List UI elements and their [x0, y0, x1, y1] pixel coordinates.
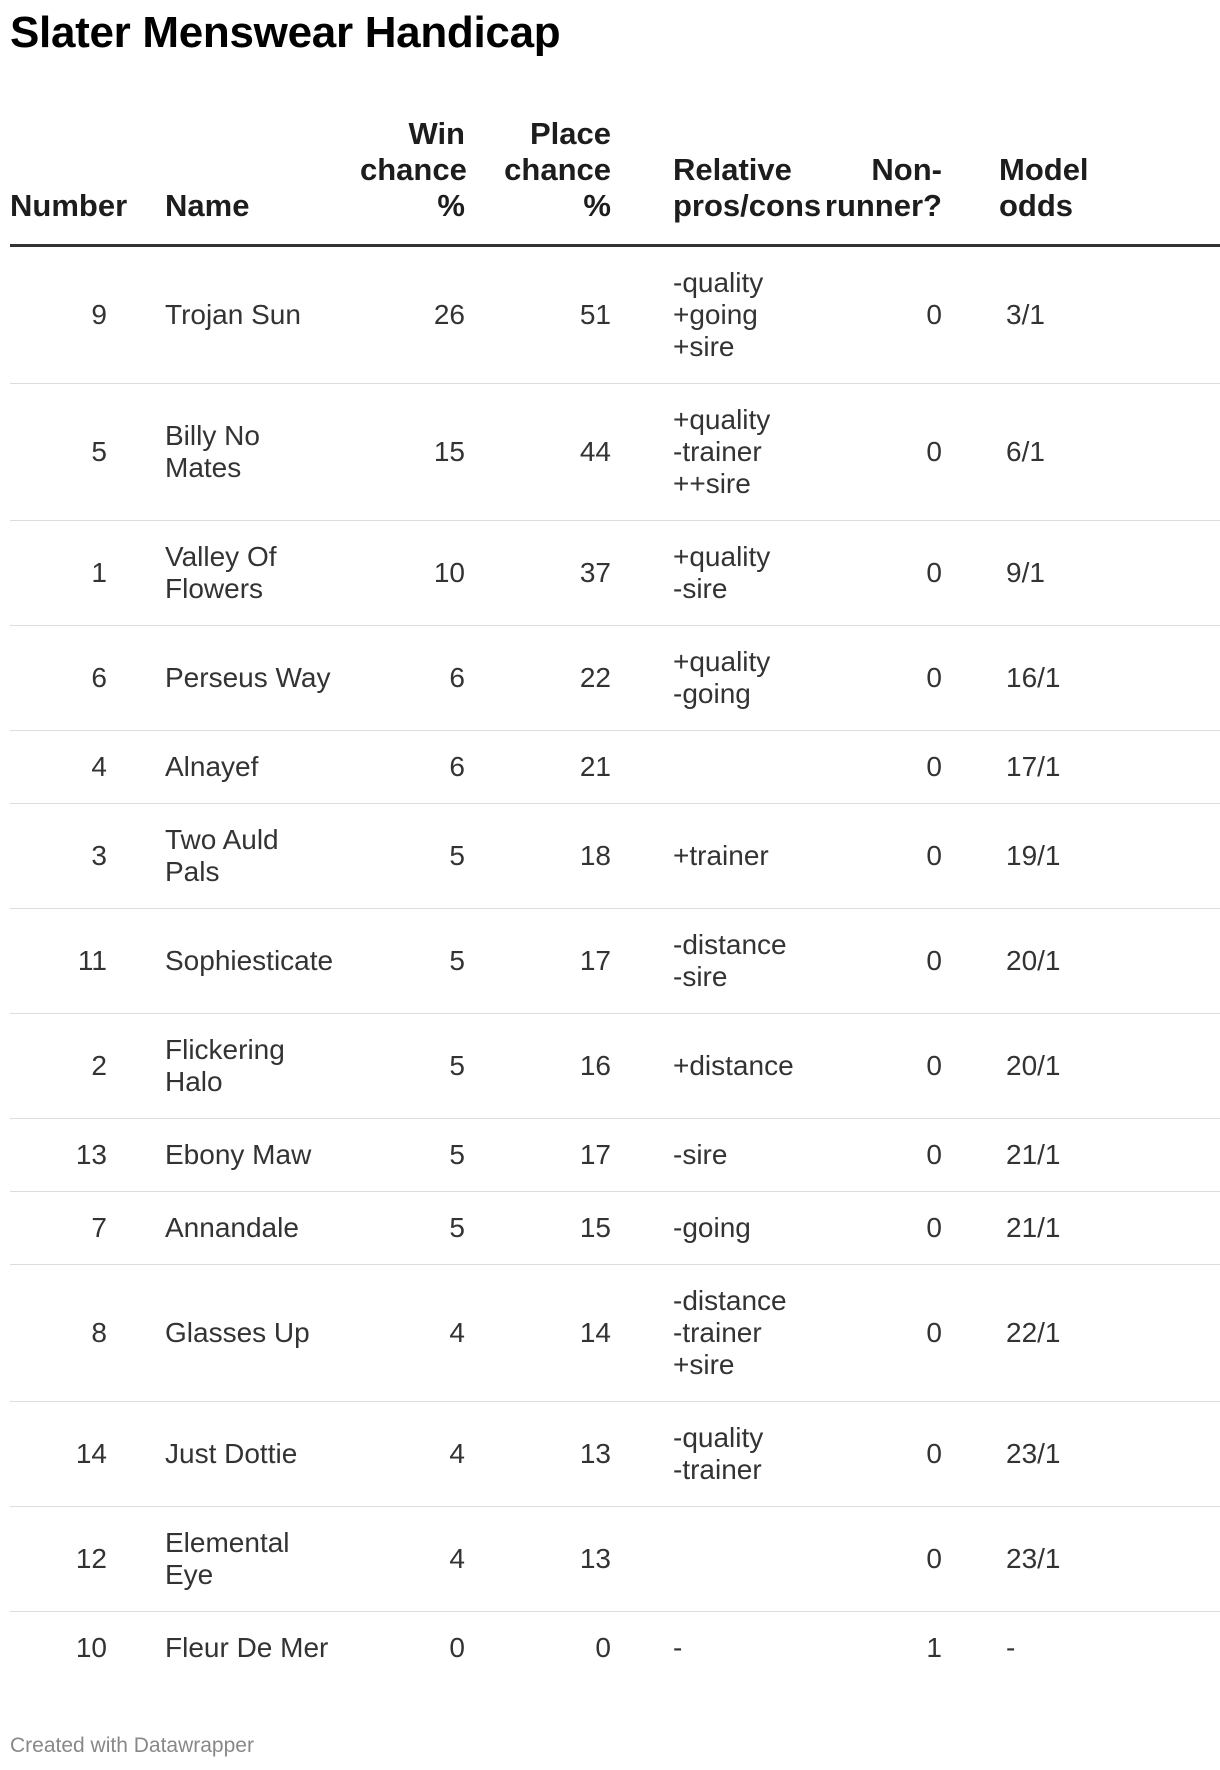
cell-place-chance: 37: [465, 521, 611, 626]
cell-model-odds: 23/1: [942, 1402, 1220, 1507]
cell-model-odds: 19/1: [942, 804, 1220, 909]
col-header-place-chance[interactable]: Place chance %: [465, 116, 611, 246]
horse-name: Two Auld Pals: [165, 824, 279, 887]
cell-pros-cons: [611, 909, 815, 1014]
cell-win-chance: 5: [360, 1119, 465, 1192]
cell-place-chance: 44: [465, 384, 611, 521]
cell-win-chance: 0: [449, 1632, 465, 1663]
cell-number: 5: [10, 384, 165, 521]
horse-name: Just Dottie: [165, 1438, 298, 1469]
cell-name: [165, 1612, 360, 1685]
pros-cons-line: +sire: [673, 1349, 735, 1380]
cell-number: 12: [10, 1507, 165, 1612]
cell-non-runner: 0: [815, 1265, 942, 1402]
cell-pros-cons: [611, 731, 815, 804]
cell-place-chance: 0: [595, 1632, 611, 1663]
header-row: [10, 116, 1220, 246]
footer-credit: Created with Datawrapper: [10, 1734, 254, 1757]
cell-number: 4: [10, 731, 165, 804]
cell-pros-cons: [611, 246, 815, 384]
cell-number: 11: [10, 909, 165, 1014]
cell-non-runner: 0: [815, 626, 942, 731]
cell-place-chance: 17: [465, 1119, 611, 1192]
cell-name: [165, 246, 360, 384]
col-header-model-odds[interactable]: Model odds: [942, 116, 1220, 246]
table-row: [10, 1507, 1220, 1612]
cell-pros-cons: [611, 1192, 815, 1265]
pros-cons-line: +sire: [673, 331, 735, 362]
cell-pros-cons: [611, 804, 815, 909]
cell-pros-cons: [611, 626, 815, 731]
cell-model-odds: 22/1: [942, 1265, 1220, 1402]
cell-place-chance: 51: [465, 246, 611, 384]
cell-place-chance: 17: [465, 909, 611, 1014]
cell-pros-cons: [611, 1612, 815, 1685]
cell-model-odds: 21/1: [942, 1119, 1220, 1192]
cell-win-chance: 5: [360, 909, 465, 1014]
cell-non-runner: 0: [815, 521, 942, 626]
pros-cons-line: -quality: [673, 267, 764, 298]
cell-name: [165, 1014, 360, 1119]
cell-pros-cons: [611, 1402, 815, 1507]
pros-cons-line: +going: [673, 299, 758, 330]
col-header-win-chance[interactable]: Win chance %: [360, 116, 465, 246]
pros-cons-line: -quality: [673, 1422, 764, 1453]
col-header-name[interactable]: Name: [165, 116, 360, 246]
table-row: [10, 909, 1220, 1014]
table-row: [10, 1265, 1220, 1402]
table-body: [10, 246, 1220, 1685]
pros-cons-line: -sire: [673, 961, 728, 992]
cell-non-runner: 0: [815, 804, 942, 909]
cell-non-runner: 0: [815, 1192, 942, 1265]
cell-number: 13: [10, 1119, 165, 1192]
cell-win-chance: 4: [360, 1265, 465, 1402]
pros-cons-line: -trainer: [673, 436, 762, 467]
cell-place-chance: 13: [465, 1507, 611, 1612]
horse-name: Billy No Mates: [165, 420, 260, 483]
pros-cons-line: +distance: [673, 1050, 794, 1081]
cell-pros-cons: [611, 521, 815, 626]
table-row: [10, 246, 1220, 384]
table-row: [10, 804, 1220, 909]
cell-place-chance: 18: [465, 804, 611, 909]
cell-pros-cons: [611, 1265, 815, 1402]
table-header: [10, 116, 1220, 246]
cell-win-chance: 6: [360, 626, 465, 731]
cell-name: [165, 1192, 360, 1265]
cell-non-runner: 0: [815, 1119, 942, 1192]
cell-number: 9: [10, 246, 165, 384]
cell-win-chance: 5: [360, 1192, 465, 1265]
cell-name: [165, 626, 360, 731]
cell-name: [165, 804, 360, 909]
table-row: [10, 384, 1220, 521]
cell-number: 10: [75, 1632, 107, 1663]
cell-place-chance: 15: [465, 1192, 611, 1265]
cell-win-chance: 10: [360, 521, 465, 626]
pros-cons-line: +trainer: [673, 840, 769, 871]
cell-model-odds: -: [1006, 1632, 1016, 1663]
pros-cons-line: +quality: [673, 646, 771, 677]
horse-name: Fleur De Mer: [165, 1632, 329, 1663]
table-row: [10, 1014, 1220, 1119]
race-table: [10, 116, 1220, 1684]
pros-cons-line: -: [673, 1632, 683, 1663]
cell-number: 6: [10, 626, 165, 731]
col-header-number[interactable]: Number: [10, 116, 165, 246]
horse-name: Elemental Eye: [165, 1527, 290, 1590]
cell-place-chance: 16: [465, 1014, 611, 1119]
cell-number: 1: [10, 521, 165, 626]
cell-name: [165, 731, 360, 804]
pros-cons-line: -sire: [673, 1139, 728, 1170]
cell-non-runner: 0: [815, 384, 942, 521]
pros-cons-line: +quality: [673, 541, 771, 572]
table-row: [10, 1402, 1220, 1507]
cell-pros-cons: [611, 1014, 815, 1119]
cell-name: [165, 1507, 360, 1612]
cell-pros-cons: [611, 1507, 815, 1612]
cell-model-odds: 23/1: [942, 1507, 1220, 1612]
cell-number: 14: [10, 1402, 165, 1507]
cell-name: [165, 1265, 360, 1402]
col-header-non-runner[interactable]: Non- runner?: [815, 116, 942, 246]
cell-win-chance: 26: [360, 246, 465, 384]
cell-model-odds: 16/1: [942, 626, 1220, 731]
pros-cons-line: -distance: [673, 1285, 787, 1316]
cell-pros-cons: [611, 384, 815, 521]
cell-win-chance: 5: [360, 1014, 465, 1119]
cell-model-odds: 20/1: [942, 1014, 1220, 1119]
horse-name: Alnayef: [165, 751, 259, 782]
cell-win-chance: 4: [360, 1507, 465, 1612]
cell-non-runner: 1: [926, 1632, 942, 1663]
horse-name: Perseus Way: [165, 662, 331, 693]
cell-non-runner: 0: [815, 246, 942, 384]
cell-place-chance: 22: [465, 626, 611, 731]
cell-name: [165, 384, 360, 521]
cell-non-runner: 0: [815, 1507, 942, 1612]
cell-model-odds: 3/1: [942, 246, 1220, 384]
cell-name: [165, 1402, 360, 1507]
cell-win-chance: 5: [360, 804, 465, 909]
cell-model-odds: 17/1: [942, 731, 1220, 804]
cell-number: 7: [10, 1192, 165, 1265]
pros-cons-line: +quality: [673, 404, 771, 435]
pros-cons-line: -distance: [673, 929, 787, 960]
cell-name: [165, 1119, 360, 1192]
cell-number: 3: [10, 804, 165, 909]
cell-pros-cons: [611, 1119, 815, 1192]
cell-win-chance: 6: [360, 731, 465, 804]
cell-win-chance: 4: [360, 1402, 465, 1507]
horse-name: Trojan Sun: [165, 299, 301, 330]
cell-place-chance: 21: [465, 731, 611, 804]
page-title: Slater Menswear Handicap: [10, 8, 561, 57]
cell-win-chance: 15: [360, 384, 465, 521]
cell-non-runner: 0: [815, 1014, 942, 1119]
horse-name: Sophiesticate: [165, 945, 334, 976]
cell-place-chance: 13: [465, 1402, 611, 1507]
cell-model-odds: 6/1: [942, 384, 1220, 521]
cell-name: [165, 521, 360, 626]
horse-name: Flickering Halo: [165, 1034, 285, 1097]
pros-cons-line: -sire: [673, 573, 728, 604]
cell-place-chance: 14: [465, 1265, 611, 1402]
pros-cons-line: -going: [673, 678, 751, 709]
table-row: [10, 731, 1220, 804]
table-row: [10, 521, 1220, 626]
pros-cons-line: -trainer: [673, 1454, 762, 1485]
horse-name: Annandale: [165, 1212, 299, 1243]
horse-name: Valley Of Flowers: [165, 541, 277, 604]
cell-number: 8: [10, 1265, 165, 1402]
cell-model-odds: 21/1: [942, 1192, 1220, 1265]
pros-cons-line: -going: [673, 1212, 751, 1243]
col-header-pros-cons[interactable]: Relative pros/cons: [611, 116, 815, 246]
cell-non-runner: 0: [815, 909, 942, 1014]
horse-name: Glasses Up: [165, 1317, 310, 1348]
table-row: [10, 1612, 1220, 1685]
table-row: [10, 626, 1220, 731]
cell-name: [165, 909, 360, 1014]
horse-name: Ebony Maw: [165, 1139, 312, 1170]
pros-cons-line: -trainer: [673, 1317, 762, 1348]
cell-model-odds: 20/1: [942, 909, 1220, 1014]
pros-cons-line: ++sire: [673, 468, 751, 499]
cell-non-runner: 0: [815, 1402, 942, 1507]
cell-model-odds: 9/1: [942, 521, 1220, 626]
table-row: [10, 1192, 1220, 1265]
table-row: [10, 1119, 1220, 1192]
cell-number: 2: [10, 1014, 165, 1119]
cell-non-runner: 0: [815, 731, 942, 804]
